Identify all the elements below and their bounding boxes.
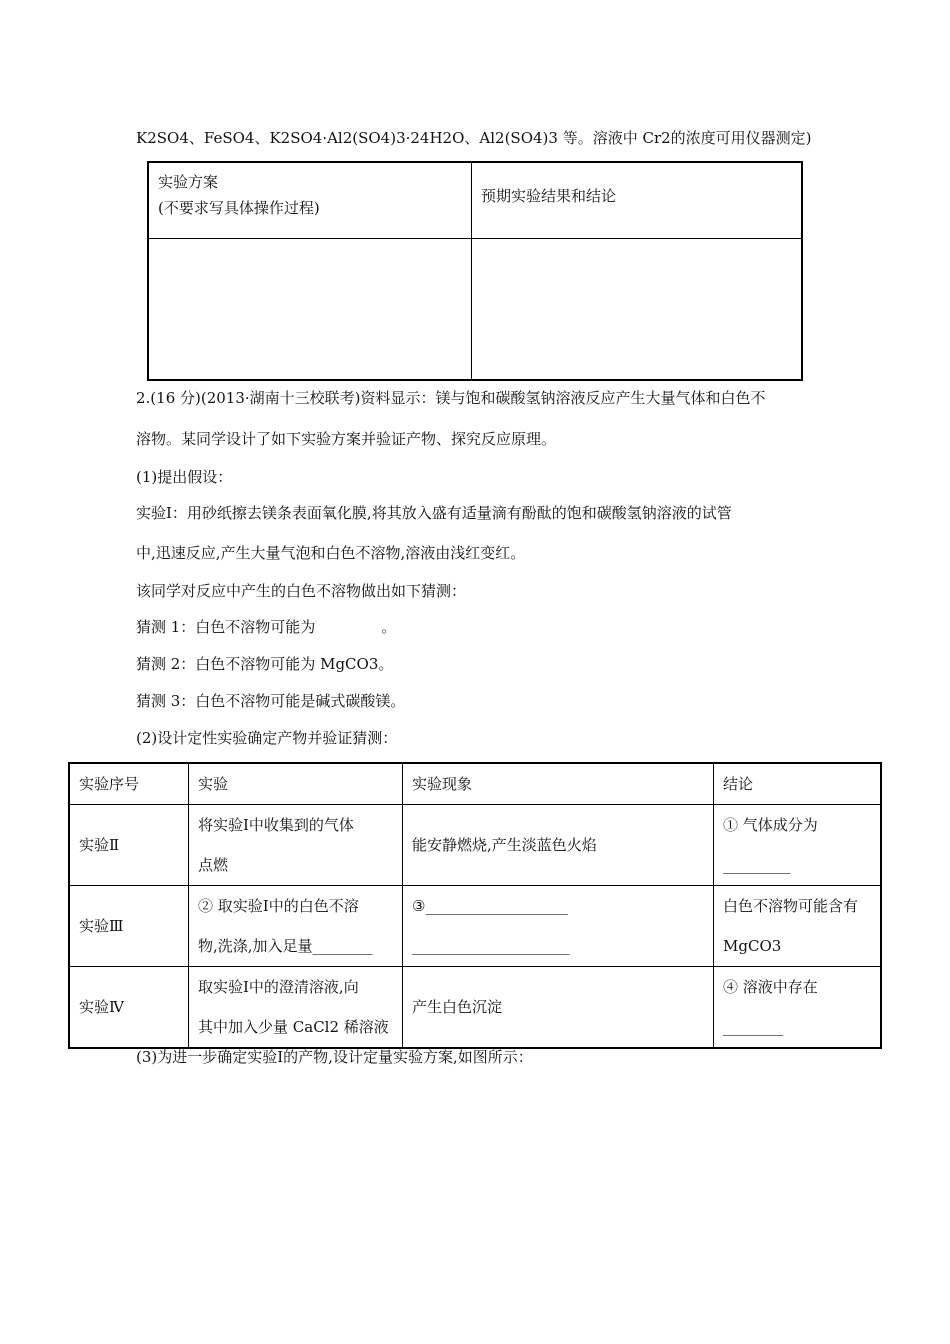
experiment-1-line-1: 实验Ⅰ：用砂纸擦去镁条表面氧化膜,将其放入盛有适量滴有酚酞的饱和碳酸氢钠溶液的试管 bbox=[136, 504, 732, 522]
guess-intro: 该同学对反应中产生的白色不溶物做出如下猜测： bbox=[136, 582, 467, 600]
answer-blank-4[interactable]: ________ bbox=[723, 1018, 783, 1036]
qualitative-experiment-table bbox=[68, 762, 882, 1049]
guess-3: 猜测 3：白色不溶物可能是碱式碳酸镁。 bbox=[136, 692, 406, 710]
guess-2: 猜测 2：白色不溶物可能为 MgCO3。 bbox=[136, 655, 394, 673]
experiment-1-line-2: 中,迅速反应,产生大量气泡和白色不溶物,溶液由浅红变红。 bbox=[136, 544, 526, 562]
row-experiment bbox=[189, 967, 403, 1049]
result-header-cell bbox=[472, 162, 803, 238]
row-experiment-line: ② 取实验Ⅰ中的白色不溶 bbox=[198, 897, 359, 915]
row-conclusion-line: ④ 溶液中存在 bbox=[723, 978, 818, 996]
guess-1-prefix: 猜测 1：白色不溶物可能为 bbox=[136, 618, 316, 636]
row-id: 实验Ⅲ bbox=[69, 886, 189, 967]
row-conclusion-line: ① 气体成分为 bbox=[723, 816, 818, 834]
table-row bbox=[69, 967, 881, 1049]
part-3-heading: (3)为进一步确定实验Ⅰ的产物,设计定量实验方案,如图所示： bbox=[136, 1048, 533, 1066]
row-phenomenon bbox=[403, 886, 714, 967]
header-conclusion: 结论 bbox=[714, 763, 882, 805]
answer-blank-1[interactable]: _________ bbox=[723, 856, 791, 874]
guess-1 bbox=[136, 616, 396, 637]
header-experiment-number: 实验序号 bbox=[69, 763, 189, 805]
header-phenomenon: 实验现象 bbox=[403, 763, 714, 805]
table-row bbox=[69, 805, 881, 886]
answer-blank-3-continued[interactable]: _____________________ bbox=[412, 937, 570, 955]
question-2-line-1: 2.(16 分)(2013·湖南十三校联考)资料显示：镁与饱和碳酸氢钠溶液反应产生大量气体和白色不 bbox=[136, 389, 766, 407]
row-conclusion bbox=[714, 805, 882, 886]
row-phenomenon-line: 产生白色沉淀 bbox=[412, 998, 503, 1016]
header-experiment: 实验 bbox=[189, 763, 403, 805]
plan-header-title: 实验方案 bbox=[158, 173, 219, 191]
row-id: 实验Ⅱ bbox=[69, 805, 189, 886]
guess-1-suffix: 。 bbox=[381, 618, 397, 636]
row-experiment bbox=[189, 805, 403, 886]
row-experiment-line: 其中加入少量 CaCl2 稀溶液 bbox=[198, 1018, 389, 1036]
row-conclusion-line: 白色不溶物可能含有 bbox=[723, 897, 859, 915]
row-conclusion bbox=[714, 967, 882, 1049]
row-phenomenon bbox=[403, 805, 714, 886]
question-2-line-2: 溶物。某同学设计了如下实验方案并验证产物、探究反应原理。 bbox=[136, 430, 557, 448]
row-conclusion-line: MgCO3 bbox=[723, 937, 782, 955]
intro-line: K2SO4、FeSO4、K2SO4·Al2(SO4)3·24H2O、Al2(SO4)3 等。溶液中 Cr2的浓度可用仪器测定) bbox=[136, 129, 812, 147]
part-1-heading: (1)提出假设： bbox=[136, 468, 233, 486]
row-experiment-line: 将实验Ⅰ中收集到的气体 bbox=[198, 816, 354, 834]
plan-header-cell bbox=[148, 162, 472, 238]
plan-answer-cell[interactable] bbox=[148, 238, 472, 380]
part-2-heading: (2)设计定性实验确定产物并验证猜测： bbox=[136, 729, 398, 747]
answer-blank-2[interactable]: 物,洗涤,加入足量________ bbox=[198, 937, 373, 955]
row-phenomenon bbox=[403, 967, 714, 1049]
table-row bbox=[69, 886, 881, 967]
row-phenomenon-line: 能安静燃烧,产生淡蓝色火焰 bbox=[412, 836, 597, 854]
result-answer-cell[interactable] bbox=[472, 238, 803, 380]
answer-blank-3[interactable]: ③___________________ bbox=[412, 897, 568, 915]
row-conclusion bbox=[714, 886, 882, 967]
row-id: 实验Ⅳ bbox=[69, 967, 189, 1049]
row-experiment-line: 点燃 bbox=[198, 856, 229, 874]
plan-header-note: (不要求写具体操作过程) bbox=[158, 199, 320, 217]
result-header-title: 预期实验结果和结论 bbox=[481, 187, 617, 205]
experiment-plan-table bbox=[147, 161, 803, 381]
row-experiment-line: 取实验Ⅰ中的澄清溶液,向 bbox=[198, 978, 359, 996]
row-experiment bbox=[189, 886, 403, 967]
